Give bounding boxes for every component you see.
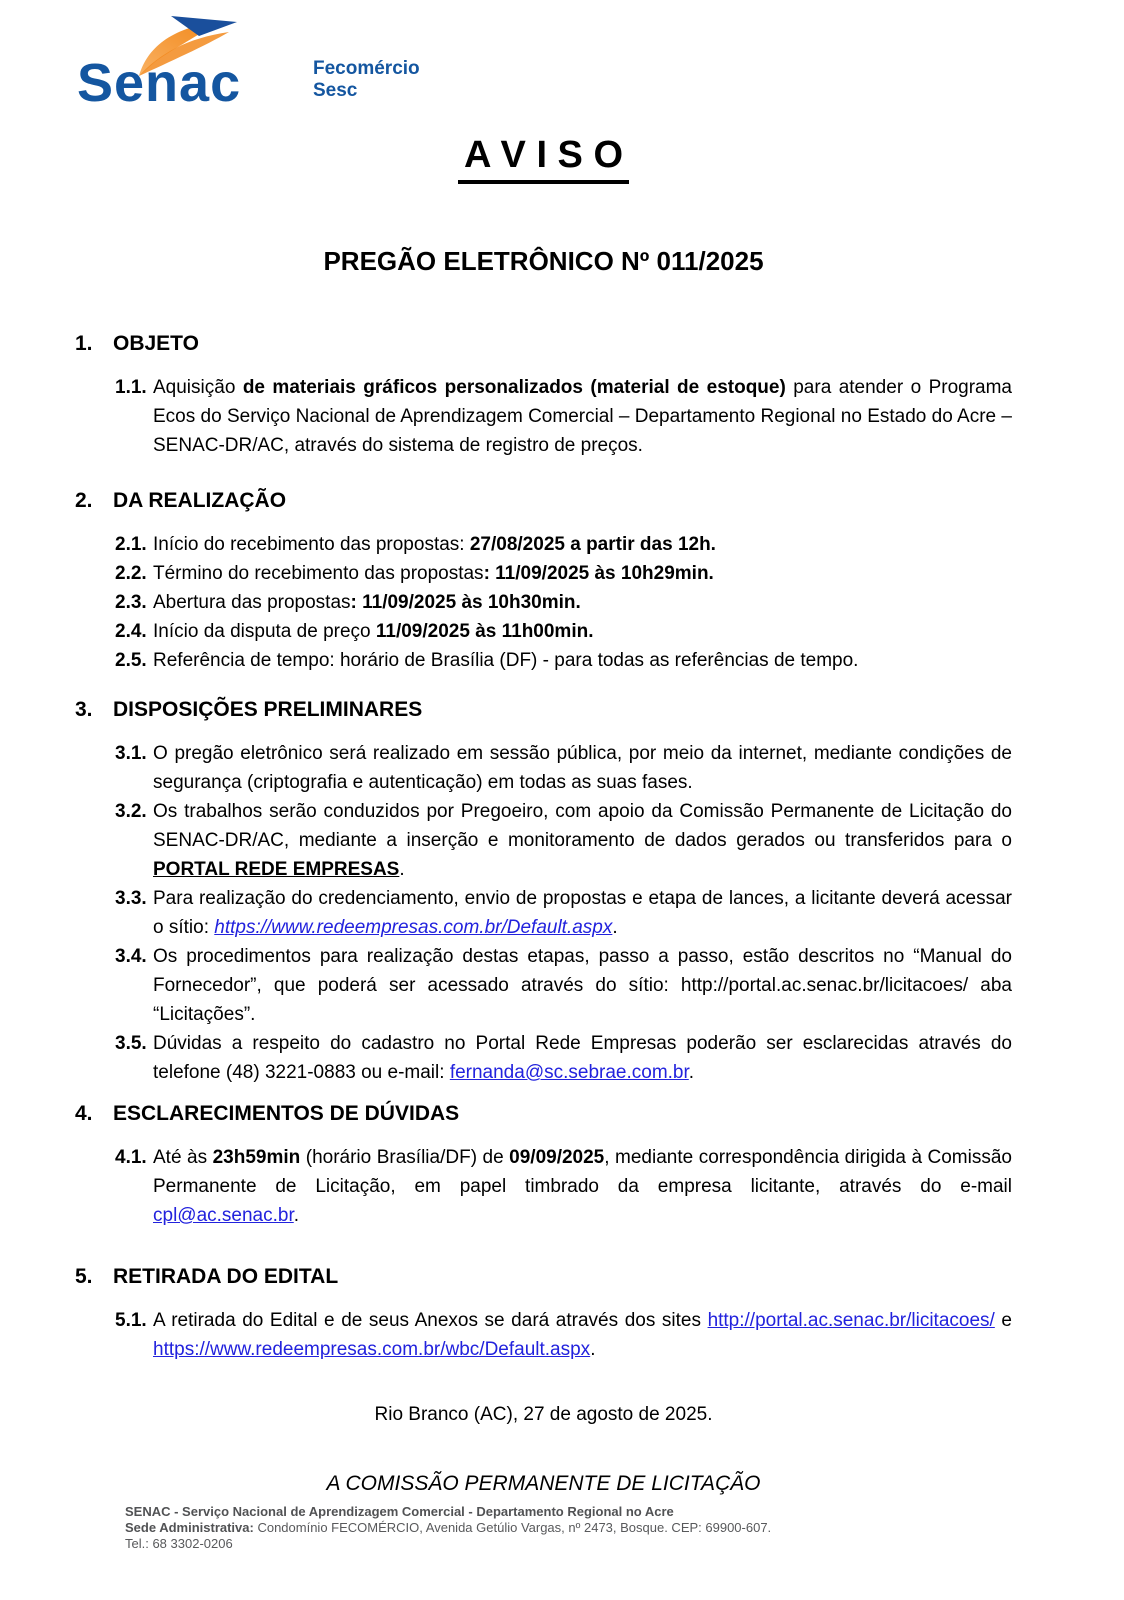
text-run: A retirada do Edital e de seus Anexos se dará através dos sites	[153, 1310, 708, 1331]
section-esclarecimentos	[75, 1101, 1012, 1230]
footer-address-line	[125, 1520, 1012, 1536]
section-number: 4.	[75, 1102, 93, 1125]
clause-3-3	[115, 884, 1012, 942]
clause-number: 2.1.	[115, 534, 147, 555]
text-run: (horário Brasília/DF) de	[300, 1147, 510, 1168]
section-title: RETIRADA DO EDITAL	[113, 1265, 339, 1288]
section-number: 3.	[75, 698, 93, 721]
section-retirada	[75, 1264, 1012, 1364]
link-cpl-email[interactable]: cpl@ac.senac.br	[153, 1205, 294, 1226]
commission-signature-line: A COMISSÃO PERMANENTE DE LICITAÇÃO	[326, 1472, 761, 1495]
clause-4-1	[115, 1143, 1012, 1230]
text-run: Até às	[153, 1147, 213, 1168]
text-run: Dúvidas a respeito do cadastro no Portal Rede Empresas poderão ser esclarecidas através do telefone (48) 3221-0883 ou e-mail:	[153, 1033, 1012, 1083]
section-2-heading	[75, 488, 1012, 513]
fecomercio-label: Fecomércio	[313, 58, 420, 79]
link-fernanda-email[interactable]: fernanda@sc.sebrae.com.br	[449, 1062, 689, 1083]
text-run: para atender o Programa Ecos do Serviço Nacional de Aprendizagem Comercial – Departamento Regional no Estado do Acre – SENAC-DR/AC, através do sistema de registro de preços.	[153, 377, 1012, 456]
text-run: .	[612, 917, 618, 938]
clause-text	[153, 1029, 1012, 1087]
text-run: e	[994, 1310, 1012, 1331]
clause-text	[153, 646, 1012, 675]
clause-number: 4.1.	[115, 1147, 147, 1168]
clause-number: 3.5.	[115, 1033, 147, 1054]
clause-number: 3.2.	[115, 801, 147, 822]
text-run: Término do recebimento das propostas	[153, 563, 484, 584]
clause-3-2	[115, 797, 1012, 884]
document-title: A V I S O	[458, 134, 629, 184]
text-run: Início da disputa de preço	[153, 621, 376, 642]
text-run-bold: 11/09/2025 às 11h00min.	[375, 621, 594, 642]
document-title-row	[75, 134, 1012, 184]
text-run: .	[399, 859, 405, 880]
clause-text	[153, 1143, 1012, 1230]
section-number: 2.	[75, 489, 93, 512]
text-run-bold: 23h59min	[212, 1147, 301, 1168]
text-run-bold: SENAC - Serviço Nacional de Aprendizagem Comercial - Departamento Regional no Acre	[125, 1504, 674, 1519]
clause-number: 2.5.	[115, 650, 147, 671]
text-run: , mediante correspondência dirigida à Comissão Permanente de Licitação, em papel timbrado da empresa licitante, através do e-mail	[153, 1147, 1012, 1197]
footer-phone-line: Tel.: 68 3302-0206	[125, 1536, 233, 1551]
text-run: Condomínio FECOMÉRCIO, Avenida Getúlio Vargas, nº 2473, Bosque. CEP: 69900-607.	[253, 1520, 772, 1535]
text-run-bold: Sede Administrativa:	[125, 1520, 254, 1535]
text-run: Abertura das propostas	[153, 592, 351, 613]
clause-text	[153, 559, 1012, 588]
text-run: Para realização do credenciamento, envio de propostas e etapa de lances, a licitante deverá acessar o sítio:	[153, 888, 1012, 938]
text-run: Os procedimentos para realização destas etapas, passo a passo, estão descritos no “Manual do Fornecedor”, que poderá ser acessado através do sítio: http://portal.ac.senac.br/licitacoes/ aba “Licitações”.	[153, 946, 1012, 1025]
text-run-bold: de materiais gráficos personalizados (material de estoque)	[242, 377, 786, 398]
clause-2-5	[115, 646, 1012, 675]
section-5-heading	[75, 1264, 1012, 1289]
clause-text	[153, 942, 1012, 1029]
link-redeempresas-default[interactable]: https://www.redeempresas.com.br/Default.aspx	[214, 917, 613, 938]
clause-2-2	[115, 559, 1012, 588]
footer-org-line	[125, 1504, 1012, 1520]
clause-text	[153, 1306, 1012, 1364]
clause-5-1	[115, 1306, 1012, 1364]
section-number: 1.	[75, 332, 93, 355]
text-run-bold: : 11/09/2025 às 10h30min.	[350, 592, 581, 613]
text-run: Referência de tempo: horário de Brasília (DF) - para todas as referências de tempo.	[153, 650, 859, 671]
clause-number: 2.4.	[115, 621, 147, 642]
clause-3-5	[115, 1029, 1012, 1087]
clause-number: 2.2.	[115, 563, 147, 584]
date-place-line: Rio Branco (AC), 27 de agosto de 2025.	[374, 1404, 713, 1425]
section-title: DA REALIZAÇÃO	[113, 489, 287, 512]
clause-number: 2.3.	[115, 592, 147, 613]
text-run: Início do recebimento das propostas:	[153, 534, 470, 555]
sesc-label: Sesc	[313, 80, 358, 101]
text-run-bold: 27/08/2025 a partir das 12h.	[469, 534, 716, 555]
section-title: DISPOSIÇÕES PRELIMINARES	[113, 698, 423, 721]
text-run: .	[688, 1062, 695, 1083]
clause-text	[153, 617, 1012, 646]
section-objeto	[75, 331, 1012, 460]
link-portal-licitacoes[interactable]: http://portal.ac.senac.br/licitacoes/	[707, 1310, 995, 1331]
clause-2-3	[115, 588, 1012, 617]
clause-number: 1.1.	[115, 377, 147, 398]
section-4-heading	[75, 1101, 1012, 1126]
link-redeempresas-wbc[interactable]: https://www.redeempresas.com.br/wbc/Default.aspx	[153, 1339, 591, 1360]
clause-text	[153, 797, 1012, 884]
clause-number: 3.1.	[115, 743, 147, 764]
section-1-heading	[75, 331, 1012, 356]
clause-text	[153, 530, 1012, 559]
section-3-heading	[75, 697, 1012, 722]
section-title: OBJETO	[113, 332, 199, 355]
section-disposicoes	[75, 697, 1012, 1087]
portal-rede-empresas-emphasis: PORTAL REDE EMPRESAS	[153, 859, 400, 880]
letterhead-footer	[125, 1504, 1012, 1552]
text-run: O pregão eletrônico será realizado em sessão pública, por meio da internet, mediante condições de segurança (criptografia e autenticação) em todas as suas fases.	[153, 743, 1012, 793]
document-subtitle: PREGÃO ELETRÔNICO Nº 011/2025	[323, 246, 764, 276]
clause-1-1	[115, 373, 1012, 460]
text-run-bold: 09/09/2025	[509, 1147, 605, 1168]
clause-text	[153, 739, 1012, 797]
text-run: .	[590, 1339, 596, 1360]
clause-2-1	[115, 530, 1012, 559]
clause-text	[153, 373, 1012, 460]
clause-number: 3.3.	[115, 888, 147, 909]
clause-text	[153, 884, 1012, 942]
clause-number: 3.4.	[115, 946, 147, 967]
text-run: .	[293, 1205, 300, 1226]
clause-number: 5.1.	[115, 1310, 147, 1331]
clause-3-4	[115, 942, 1012, 1029]
section-title: ESCLARECIMENTOS DE DÚVIDAS	[113, 1102, 460, 1125]
section-number: 5.	[75, 1265, 93, 1288]
text-run-bold: : 11/09/2025 às 10h29min.	[483, 563, 714, 584]
section-realizacao	[75, 488, 1012, 675]
letterhead	[75, 14, 1012, 113]
text-run: Aquisição	[153, 377, 243, 398]
clause-2-4	[115, 617, 1012, 646]
fecomercio-sesc-wordmark	[313, 58, 420, 102]
clause-3-1	[115, 739, 1012, 797]
senac-wordmark: Senac	[77, 53, 242, 113]
clause-text	[153, 588, 1012, 617]
text-run: Os trabalhos serão conduzidos por Pregoeiro, com apoio da Comissão Permanente de Licitação do SENAC-DR/AC, mediante a inserção e monitoramento de dados gerados ou transferidos para o	[153, 801, 1012, 851]
